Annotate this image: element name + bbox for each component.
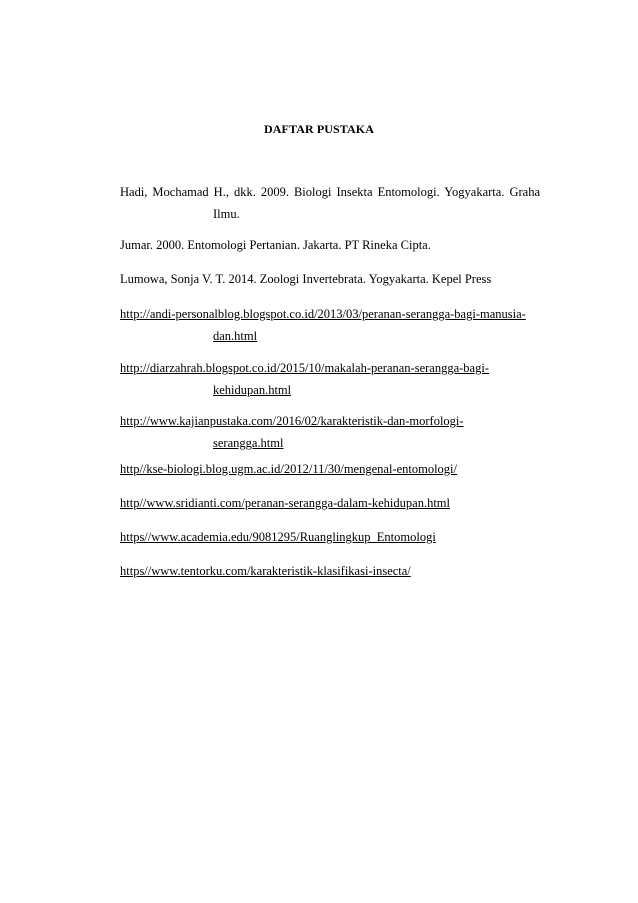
reference-link-kse-biologi[interactable]	[120, 458, 540, 480]
reference-link[interactable]: http://www.kajianpustaka.com/2016/02/karakteristik-dan-morfologi-	[120, 414, 464, 428]
reference-line: Hadi, Mochamad H., dkk. 2009. Biologi Insekta Entomologi. Yogyakarta. Graha	[120, 185, 540, 199]
reference-link-academia[interactable]	[120, 526, 540, 548]
reference-link-tentorku[interactable]	[120, 560, 540, 582]
reference-link[interactable]: https//www.tentorku.com/karakteristik-klasifikasi-insecta/	[120, 564, 411, 578]
reference-link-kajianpustaka[interactable]	[120, 410, 540, 454]
reference-hadi	[120, 181, 540, 225]
reference-link[interactable]: https//www.academia.edu/9081295/Ruanglingkup_Entomologi	[120, 530, 436, 544]
reference-line-continued: Ilmu.	[213, 207, 240, 221]
reference-link[interactable]: http//www.sridianti.com/peranan-serangga-dalam-kehidupan.html	[120, 496, 450, 510]
reference-line: Jumar. 2000. Entomologi Pertanian. Jakarta. PT Rineka Cipta.	[120, 238, 431, 252]
reference-link-andi-personalblog[interactable]	[120, 303, 540, 347]
reference-line: Lumowa, Sonja V. T. 2014. Zoologi Invertebrata. Yogyakarta. Kepel Press	[120, 272, 492, 286]
reference-jumar	[120, 234, 540, 256]
page-title: DAFTAR PUSTAKA	[264, 122, 374, 136]
reference-link-sridianti[interactable]	[120, 492, 540, 514]
reference-lumowa	[120, 268, 540, 290]
reference-link-continued[interactable]: dan.html	[213, 329, 258, 343]
reference-link-diarzahrah[interactable]	[120, 357, 540, 401]
reference-link[interactable]: http://diarzahrah.blogspot.co.id/2015/10/makalah-peranan-serangga-bagi-	[120, 361, 489, 375]
reference-link-continued[interactable]: serangga.html	[213, 436, 284, 450]
reference-link[interactable]: http://andi-personalblog.blogspot.co.id/2013/03/peranan-serangga-bagi-manusia-	[120, 307, 526, 321]
reference-link[interactable]: http//kse-biologi.blog.ugm.ac.id/2012/11/30/mengenal-entomologi/	[120, 462, 457, 476]
reference-link-continued[interactable]: kehidupan.html	[213, 383, 292, 397]
